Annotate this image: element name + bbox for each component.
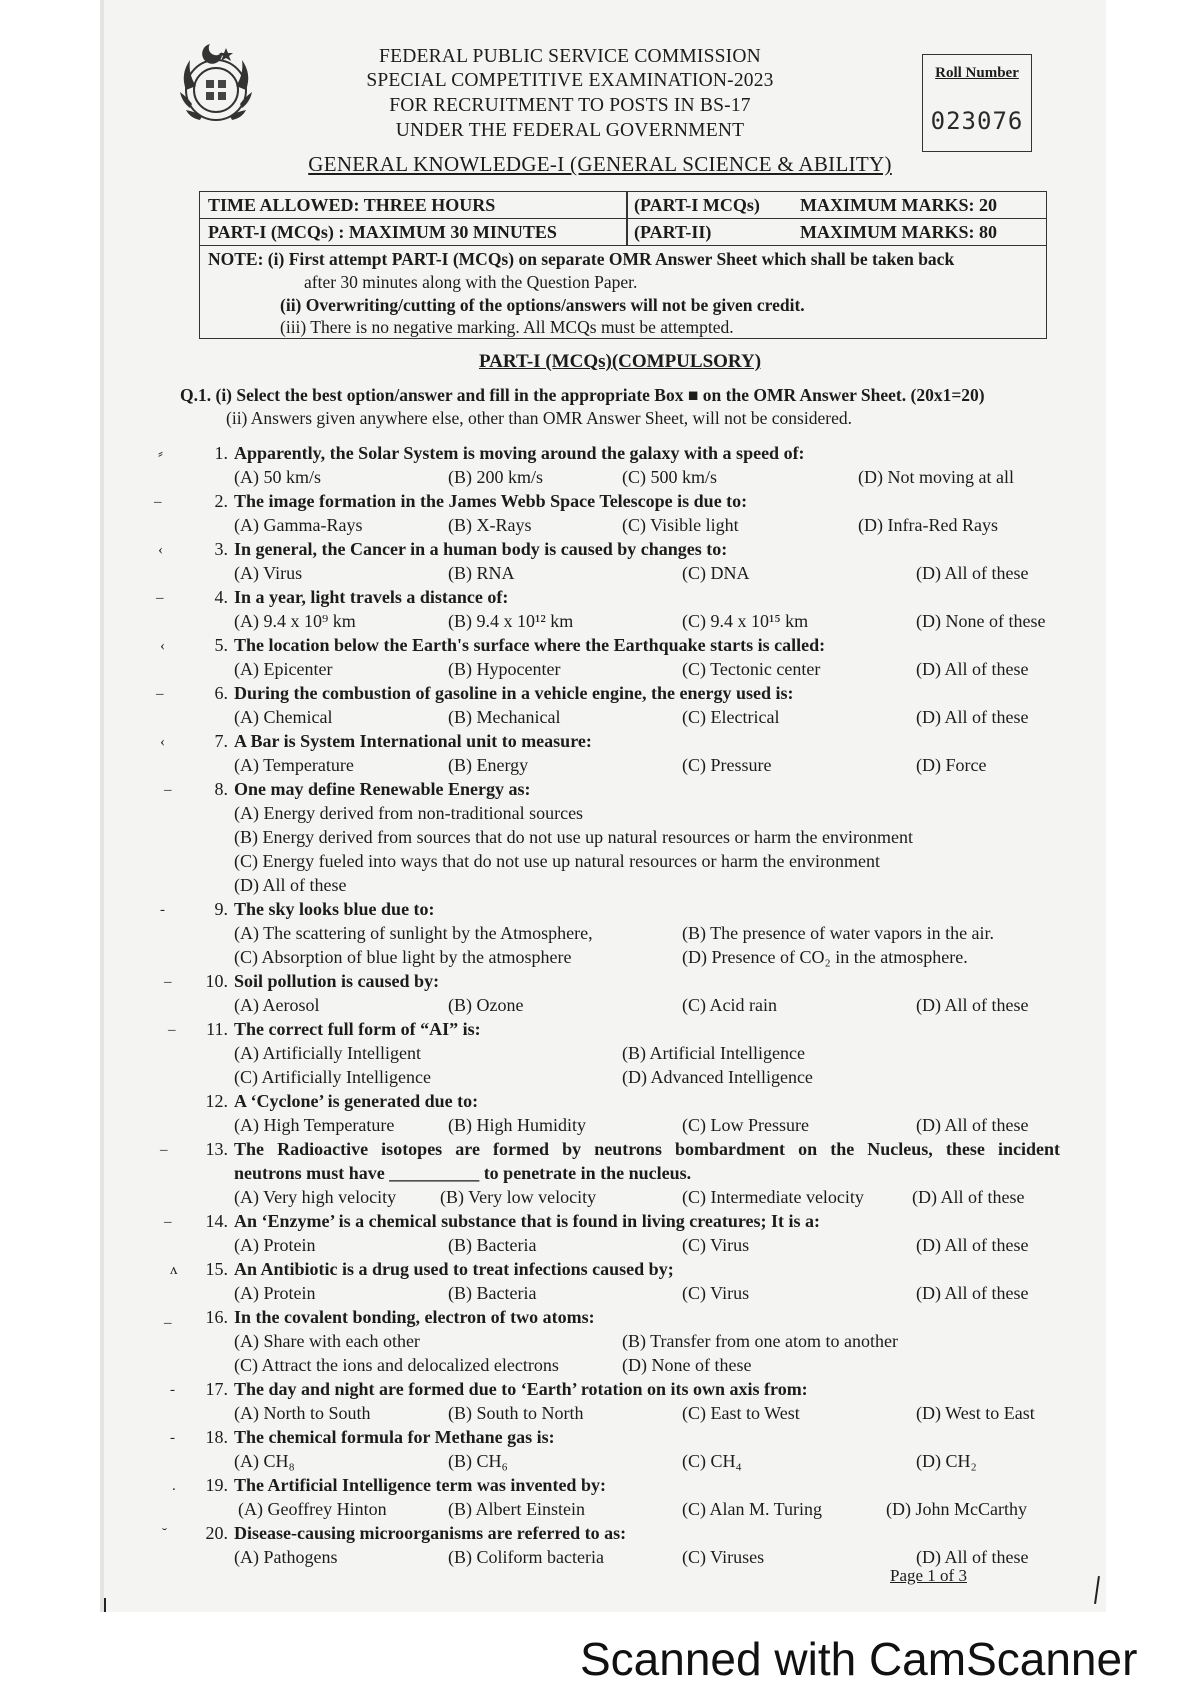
option-a: (A) Geoffrey Hinton — [238, 1499, 387, 1519]
question-text: A ‘Cyclone’ is generated due to: — [234, 1091, 479, 1111]
option-c: (C) Alan M. Turing — [682, 1499, 823, 1519]
question-number: 16. — [205, 1307, 228, 1327]
question-text: During the combustion of gasoline in a vehicle engine, the energy used is: — [234, 683, 794, 703]
part2-label: (PART-II) — [634, 222, 712, 242]
handwritten-tick-mark: ʌ — [170, 1262, 178, 1278]
option-a: (A) The scattering of sunlight by the Atmosphere, — [234, 923, 593, 943]
question-text: The sky looks blue due to: — [234, 899, 435, 919]
option-a: (A) Very high velocity — [234, 1187, 397, 1207]
option-d: (D) Not moving at all — [858, 467, 1014, 487]
option-a: (A) Aerosol — [234, 995, 320, 1015]
option-c: (C) Low Pressure — [682, 1115, 809, 1135]
note-line-3: (iii) There is no negative marking. All MCQs must be attempted. — [280, 317, 734, 337]
option-a: (A) Protein — [234, 1283, 316, 1303]
option-d: (D) All of these — [916, 563, 1029, 583]
question-number: 15. — [205, 1259, 228, 1279]
question-number: 4. — [214, 587, 228, 607]
option-b: (B) Energy derived from sources that do not use up natural resources or harm the environment — [234, 827, 913, 847]
option-b: (B) Transfer from one atom to another — [622, 1331, 898, 1351]
option-d: (D) CH₂ — [916, 1451, 977, 1471]
question-text: A Bar is System International unit to measure: — [234, 731, 592, 751]
option-b: (B) CH₆ — [448, 1451, 508, 1471]
option-b: (B) Bacteria — [448, 1235, 537, 1255]
time-allowed: TIME ALLOWED: THREE HOURS — [208, 195, 496, 215]
option-b: (B) Coliform bacteria — [448, 1547, 604, 1567]
option-a: (A) Gamma-Rays — [234, 515, 363, 535]
option-a: (A) Pathogens — [234, 1547, 338, 1567]
option-c: (C) 9.4 x 10¹⁵ km — [682, 611, 809, 631]
option-c: (C) Viruses — [682, 1547, 765, 1567]
option-b: (B) Very low velocity — [440, 1187, 597, 1207]
question-text: The correct full form of “AI” is: — [234, 1019, 481, 1039]
header-line-1: FEDERAL PUBLIC SERVICE COMMISSION — [379, 46, 761, 67]
header-line-3: FOR RECRUITMENT TO POSTS IN BS-17 — [389, 95, 751, 116]
handwritten-tick-mark: – — [160, 1142, 168, 1158]
question-number: 8. — [214, 779, 228, 799]
handwritten-tick-mark: ⸗ — [158, 446, 163, 462]
option-b: (B) X-Rays — [448, 515, 532, 535]
option-c: (C) Pressure — [682, 755, 772, 775]
question-number: 19. — [205, 1475, 228, 1495]
info-row-2 — [200, 219, 1046, 246]
option-b: (B) Energy — [448, 755, 529, 775]
question-number: 20. — [205, 1523, 228, 1543]
handwritten-tick-mark: – — [154, 494, 162, 510]
option-c: (C) DNA — [682, 563, 750, 583]
option-d: (D) All of these — [912, 1187, 1025, 1207]
option-d: (D) All of these — [916, 1547, 1029, 1567]
handwritten-tick-mark: . — [172, 1478, 176, 1494]
part-title: PART-I (MCQs)(COMPULSORY) — [478, 351, 762, 372]
option-d: (D) Force — [916, 755, 987, 775]
option-c: (C) Absorption of blue light by the atmosphere — [234, 947, 572, 967]
handwritten-tick-mark: ˘ — [162, 1526, 167, 1542]
option-b: (B) RNA — [448, 563, 515, 583]
question-text: The Radioactive isotopes are formed by neutrons bombardment on the Nucleus, these incident — [234, 1139, 1060, 1159]
option-d: (D) All of these — [916, 995, 1029, 1015]
question-number: 3. — [214, 539, 228, 559]
exam-info-box — [199, 191, 1047, 339]
roll-number-box — [922, 54, 1032, 152]
handwritten-tick-mark: – — [156, 590, 164, 606]
option-c: (C) Artificially Intelligence — [234, 1067, 431, 1087]
question-text: The location below the Earth's surface where the Earthquake starts is called: — [234, 635, 826, 655]
option-d: (D) Infra-Red Rays — [858, 515, 998, 535]
question-number: 18. — [205, 1427, 228, 1447]
subject-title: GENERAL KNOWLEDGE-I (GENERAL SCIENCE & ABILITY) — [308, 152, 892, 176]
option-c: (C) Intermediate velocity — [682, 1187, 864, 1207]
q1-instruction-2: (ii) Answers given anywhere else, other than OMR Answer Sheet, will not be considered. — [226, 408, 852, 428]
handwritten-tick-mark: – — [164, 974, 172, 990]
question-number: 10. — [205, 971, 228, 991]
option-c: (C) Electrical — [682, 707, 780, 727]
option-a: (A) Chemical — [234, 707, 333, 727]
question-number: 13. — [205, 1139, 228, 1159]
question-number: 2. — [214, 491, 228, 511]
handwritten-tick-mark: – — [168, 1022, 176, 1038]
question-text: Soil pollution is caused by: — [234, 971, 440, 991]
option-d: (D) Presence of CO₂ in the atmosphere. — [682, 947, 968, 967]
handwritten-tick-mark: - — [170, 1382, 175, 1398]
option-c: (C) Attract the ions and delocalized electrons — [234, 1355, 559, 1375]
header-line-2: SPECIAL COMPETITIVE EXAMINATION-2023 — [366, 70, 774, 91]
handwritten-tick-mark: - — [160, 902, 165, 918]
info-row-1 — [200, 192, 1046, 219]
note-line-2: (ii) Overwriting/cutting of the options/answers will not be given credit. — [280, 295, 805, 315]
question-number: 1. — [214, 443, 228, 463]
option-a: (A) CH₈ — [234, 1451, 295, 1471]
option-d: (D) None of these — [622, 1355, 752, 1375]
option-c: (C) Virus — [682, 1283, 750, 1303]
handwritten-tick-mark: – — [156, 686, 164, 702]
handwritten-tick-mark: – — [164, 782, 172, 798]
note-line-1a: NOTE: (i) First attempt PART-I (MCQs) on separate OMR Answer Sheet which shall be taken back — [208, 249, 955, 269]
option-c: (C) East to West — [682, 1403, 800, 1423]
question-number: 11. — [206, 1019, 228, 1039]
question-text: Disease-causing microorganisms are referred to as: — [234, 1523, 627, 1543]
option-a: (A) Virus — [234, 563, 303, 583]
question-text: Apparently, the Solar System is moving around the galaxy with a speed of: — [234, 443, 805, 463]
note-line-1b: after 30 minutes along with the Question Paper. — [304, 272, 638, 292]
handwritten-tick-mark: _ — [164, 1310, 172, 1326]
question-text: In general, the Cancer in a human body is caused by changes to: — [234, 539, 728, 559]
question-number: 17. — [205, 1379, 228, 1399]
option-b: (B) Ozone — [448, 995, 524, 1015]
question-text: The chemical formula for Methane gas is: — [234, 1427, 555, 1447]
option-d: (D) All of these — [916, 1235, 1029, 1255]
option-b: (B) Artificial Intelligence — [622, 1043, 805, 1063]
part1-time: PART-I (MCQs) : MAXIMUM 30 MINUTES — [208, 222, 557, 242]
option-c: (C) CH₄ — [682, 1451, 742, 1471]
part1-marks: MAXIMUM MARKS: 20 — [800, 195, 997, 215]
part1-label: (PART-I MCQs) — [634, 195, 760, 215]
handwritten-tick-mark: - — [170, 1430, 175, 1446]
option-c: (C) Tectonic center — [682, 659, 821, 679]
option-d: (D) All of these — [916, 659, 1029, 679]
option-a: (A) Protein — [234, 1235, 316, 1255]
handwritten-tick-mark: – — [164, 1214, 172, 1230]
question-text-line-2: neutrons must have __________ to penetrate in the nucleus. — [234, 1163, 692, 1183]
option-b: (B) Hypocenter — [448, 659, 561, 679]
info-divider — [626, 219, 628, 245]
question-number: 9. — [214, 899, 228, 919]
option-b: (B) Mechanical — [448, 707, 561, 727]
option-d: (D) Advanced Intelligence — [622, 1067, 813, 1087]
question-number: 14. — [205, 1211, 228, 1231]
fpsc-emblem-logo — [170, 38, 262, 130]
option-b: (B) South to North — [448, 1403, 584, 1423]
question-text: An Antibiotic is a drug used to treat infections caused by; — [234, 1259, 674, 1279]
question-text: In a year, light travels a distance of: — [234, 587, 509, 607]
option-d: (D) All of these — [916, 1115, 1029, 1135]
info-divider — [626, 192, 628, 218]
question-text: The day and night are formed due to ‘Earth’ rotation on its own axis from: — [234, 1379, 808, 1399]
option-d: (D) All of these — [234, 875, 347, 895]
option-d: (D) None of these — [916, 611, 1046, 631]
q1-instruction-1: Q.1. (i) Select the best option/answer and fill in the appropriate Box ■ on the OMR Answer Sheet. (20x1=20) — [180, 385, 985, 405]
option-d: (D) All of these — [916, 1283, 1029, 1303]
option-a: (A) Artificially Intelligent — [234, 1043, 421, 1063]
scanner-watermark: Scanned with CamScanner — [580, 1633, 1138, 1685]
question-number: 12. — [205, 1091, 228, 1111]
option-a: (A) Share with each other — [234, 1331, 420, 1351]
option-b: (B) 200 km/s — [448, 467, 544, 487]
question-text: The image formation in the James Webb Space Telescope is due to: — [234, 491, 748, 511]
question-text: One may define Renewable Energy as: — [234, 779, 531, 799]
handwritten-tick-mark: ‹ — [160, 638, 165, 654]
scan-mark-left — [104, 1598, 106, 1612]
option-a: (A) 9.4 x 10⁹ km — [234, 611, 356, 631]
option-b: (B) The presence of water vapors in the air. — [682, 923, 995, 943]
header-line-4: UNDER THE FEDERAL GOVERNMENT — [395, 120, 745, 141]
question-text: In the covalent bonding, electron of two atoms: — [234, 1307, 595, 1327]
option-c: (C) Acid rain — [682, 995, 777, 1015]
option-a: (A) Energy derived from non-traditional sources — [234, 803, 584, 823]
option-b: (B) Albert Einstein — [448, 1499, 585, 1519]
option-c: (C) Virus — [682, 1235, 750, 1255]
handwritten-tick-mark: ‹ — [158, 542, 163, 558]
question-text: An ‘Enzyme’ is a chemical substance that is found in living creatures; It is a: — [234, 1211, 821, 1231]
option-b: (B) Bacteria — [448, 1283, 537, 1303]
option-c: (C) Energy fueled into ways that do not use up natural resources or harm the environment — [234, 851, 880, 871]
option-b: (B) 9.4 x 10¹² km — [448, 611, 574, 631]
roll-number-label: Roll Number — [935, 65, 1019, 81]
option-a: (A) Epicenter — [234, 659, 333, 679]
option-a: (A) 50 km/s — [234, 467, 321, 487]
question-number: 7. — [214, 731, 228, 751]
option-a: (A) High Temperature — [234, 1115, 395, 1135]
option-c: (C) Visible light — [622, 515, 739, 535]
handwritten-tick-mark: ‹ — [160, 734, 165, 750]
question-text: The Artificial Intelligence term was invented by: — [234, 1475, 606, 1495]
option-a: (A) Temperature — [234, 755, 354, 775]
question-number: 5. — [214, 635, 228, 655]
option-c: (C) 500 km/s — [622, 467, 718, 487]
option-d: (D) All of these — [916, 707, 1029, 727]
option-b: (B) High Humidity — [448, 1115, 586, 1135]
page-number: Page 1 of 3 — [890, 1566, 967, 1585]
option-d: (D) West to East — [916, 1403, 1035, 1423]
question-number: 6. — [214, 683, 228, 703]
roll-number-value: 023076 — [930, 107, 1024, 135]
option-d: (D) John McCarthy — [886, 1499, 1027, 1519]
part2-marks: MAXIMUM MARKS: 80 — [800, 222, 997, 242]
option-a: (A) North to South — [234, 1403, 371, 1423]
